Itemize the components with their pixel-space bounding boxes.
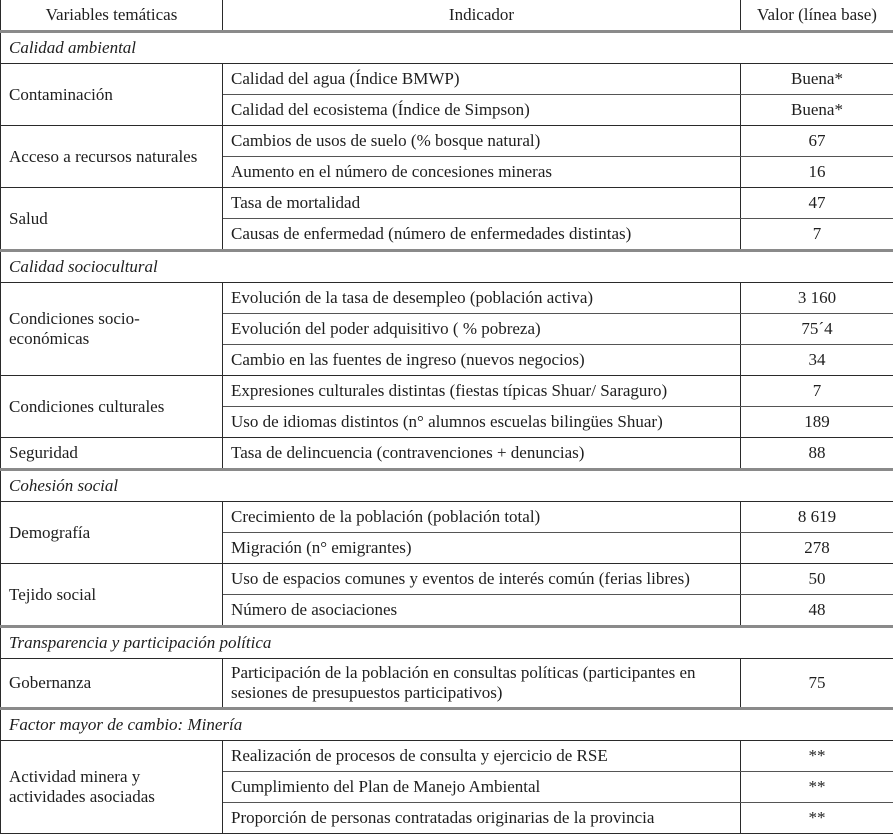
indicator-cell: Realización de procesos de consulta y ejercicio de RSE	[223, 741, 741, 772]
indicator-cell: Crecimiento de la población (población total)	[223, 502, 741, 533]
section-row	[1, 470, 893, 502]
table-row	[1, 64, 893, 95]
variable-cell: Demografía	[1, 502, 223, 564]
section-title: Calidad ambiental	[1, 32, 893, 64]
value-cell: Buena*	[741, 64, 893, 95]
value-cell: 75´4	[741, 314, 893, 345]
indicator-cell: Cambios de usos de suelo (% bosque natural)	[223, 126, 741, 157]
value-cell: 34	[741, 345, 893, 376]
value-cell: Buena*	[741, 95, 893, 126]
value-cell: 67	[741, 126, 893, 157]
value-cell: 16	[741, 157, 893, 188]
value-cell: 8 619	[741, 502, 893, 533]
indicator-cell: Cumplimiento del Plan de Manejo Ambiental	[223, 772, 741, 803]
indicator-cell: Cambio en las fuentes de ingreso (nuevos negocios)	[223, 345, 741, 376]
indicator-cell: Migración (n° emigrantes)	[223, 533, 741, 564]
table-row	[1, 438, 893, 470]
value-cell: 7	[741, 376, 893, 407]
variable-cell: Actividad minera y actividades asociadas	[1, 741, 223, 834]
value-cell: 3 160	[741, 283, 893, 314]
table-row	[1, 502, 893, 533]
value-cell: 88	[741, 438, 893, 470]
value-cell: 75	[741, 659, 893, 709]
table-row	[1, 741, 893, 772]
variable-cell: Condiciones culturales	[1, 376, 223, 438]
section-title: Calidad sociocultural	[1, 251, 893, 283]
table-row	[1, 283, 893, 314]
table-row	[1, 659, 893, 709]
variable-cell: Tejido social	[1, 564, 223, 627]
indicator-cell: Uso de espacios comunes y eventos de interés común (ferias libres)	[223, 564, 741, 595]
indicator-cell: Uso de idiomas distintos (n° alumnos escuelas bilingües Shuar)	[223, 407, 741, 438]
value-cell: 50	[741, 564, 893, 595]
variable-cell: Salud	[1, 188, 223, 251]
indicator-cell: Número de asociaciones	[223, 595, 741, 627]
indicator-cell: Aumento en el número de concesiones mineras	[223, 157, 741, 188]
section-row	[1, 709, 893, 741]
header-variables: Variables temáticas	[1, 0, 223, 32]
variable-cell: Contaminación	[1, 64, 223, 126]
indicator-cell: Calidad del ecosistema (Índice de Simpson)	[223, 95, 741, 126]
value-cell: 48	[741, 595, 893, 627]
variable-cell: Acceso a recursos naturales	[1, 126, 223, 188]
value-cell: 47	[741, 188, 893, 219]
section-row	[1, 251, 893, 283]
section-title: Transparencia y participación política	[1, 627, 893, 659]
section-title: Cohesión social	[1, 470, 893, 502]
table-row	[1, 126, 893, 157]
indicator-cell: Proporción de personas contratadas originarias de la provincia	[223, 803, 741, 834]
section-row	[1, 627, 893, 659]
section-row	[1, 32, 893, 64]
header-row	[1, 0, 893, 32]
variable-cell: Gobernanza	[1, 659, 223, 709]
value-cell: 7	[741, 219, 893, 251]
indicator-cell: Tasa de delincuencia (contravenciones + denuncias)	[223, 438, 741, 470]
header-value: Valor (línea base)	[741, 0, 893, 32]
table-row	[1, 188, 893, 219]
variable-cell: Condiciones socio-económicas	[1, 283, 223, 376]
variable-cell: Seguridad	[1, 438, 223, 470]
table-row	[1, 376, 893, 407]
value-cell: 278	[741, 533, 893, 564]
table-row	[1, 564, 893, 595]
header-indicator: Indicador	[223, 0, 741, 32]
indicator-cell: Evolución del poder adquisitivo ( % pobreza)	[223, 314, 741, 345]
indicator-cell: Participación de la población en consultas políticas (participantes en sesiones de presupuestos participativos)	[223, 659, 741, 709]
value-cell: **	[741, 772, 893, 803]
indicator-cell: Expresiones culturales distintas (fiestas típicas Shuar/ Saraguro)	[223, 376, 741, 407]
value-cell: **	[808, 808, 826, 827]
indicator-cell: Evolución de la tasa de desempleo (población activa)	[223, 283, 741, 314]
indicator-cell: Calidad del agua (Índice BMWP)	[223, 64, 741, 95]
section-title: Factor mayor de cambio: Minería	[1, 709, 893, 741]
indicator-cell: Causas de enfermedad (número de enfermedades distintas)	[223, 219, 741, 251]
indicator-cell: Tasa de mortalidad	[223, 188, 741, 219]
value-cell: 189	[741, 407, 893, 438]
value-cell: **	[741, 741, 893, 772]
